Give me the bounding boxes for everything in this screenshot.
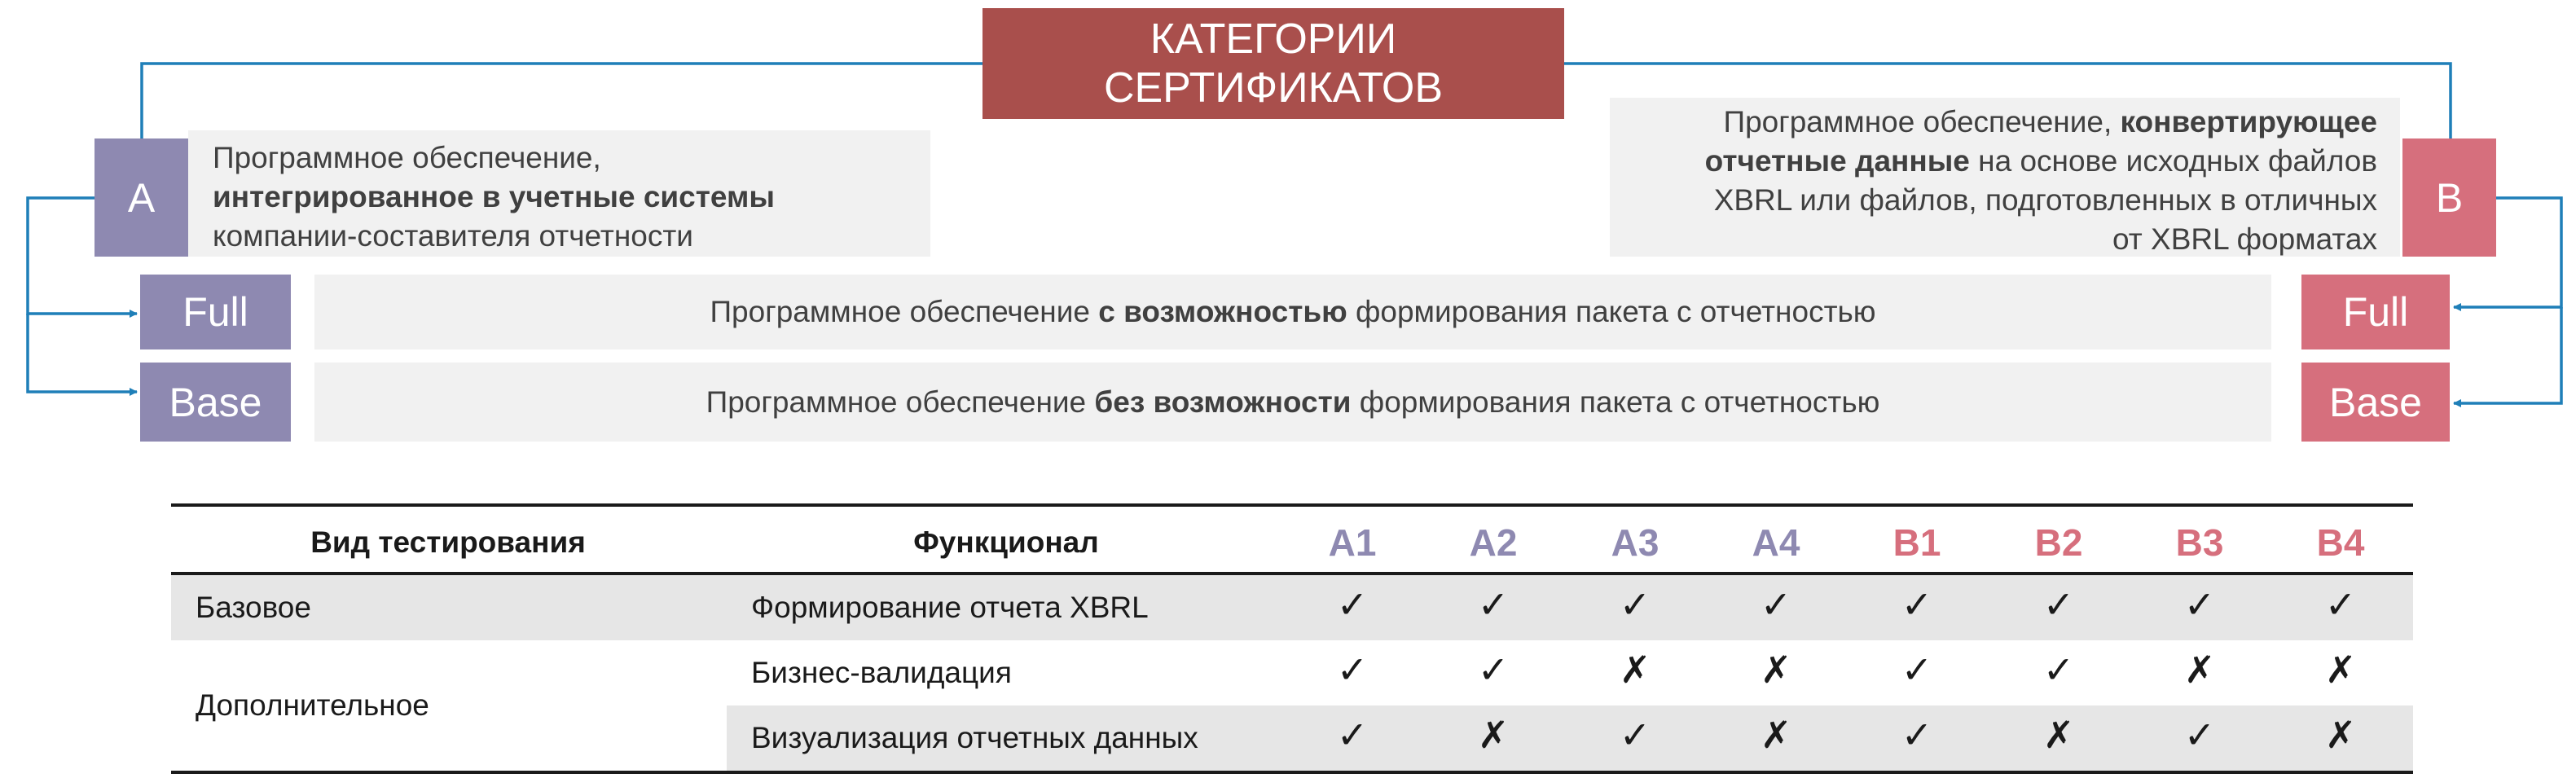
mark-r3-b3: ✓ xyxy=(2183,714,2216,756)
mark-r2-b4: ✗ xyxy=(2324,648,2357,691)
mark-r1-b2: ✓ xyxy=(2042,583,2075,626)
mark-r2-b1: ✓ xyxy=(1901,648,1933,691)
mark-r1-a4: ✓ xyxy=(1760,583,1792,626)
full-text-before: Программное обеспечение xyxy=(710,295,1099,328)
function-cell: Визуализация отчетных данных xyxy=(751,721,1198,754)
title-line-2: СЕРТИФИКАТОВ xyxy=(1103,64,1444,112)
mark-r3-b1: ✓ xyxy=(1901,714,1933,756)
mark-r3-a1: ✓ xyxy=(1336,714,1369,756)
category-b-line-4: от XBRL форматах xyxy=(2112,222,2377,256)
mark-r3-b4: ✗ xyxy=(2324,714,2357,756)
a-full-label: Full xyxy=(182,289,248,335)
a-full-badge xyxy=(140,275,291,349)
mark-r3-a4: ✗ xyxy=(1760,714,1792,756)
function-cell: Формирование отчета XBRL xyxy=(751,591,1149,624)
header-test-type: Вид тестирования xyxy=(310,525,586,559)
header-cat-b3: B3 xyxy=(2175,521,2224,564)
test-type-basic: Базовое xyxy=(196,591,311,624)
test-type-additional: Дополнительное xyxy=(196,688,429,722)
header-cat-a2: A2 xyxy=(1469,521,1518,564)
category-b-letter: B xyxy=(2435,174,2464,221)
mark-r1-a2: ✓ xyxy=(1477,583,1510,626)
header-cat-a3: A3 xyxy=(1611,521,1659,564)
category-a-badge xyxy=(95,138,188,257)
base-text-after: формирования пакета с отчетностью xyxy=(1351,385,1880,419)
a-base-badge xyxy=(140,363,291,442)
mark-r2-a3: ✗ xyxy=(1619,648,1651,691)
full-description xyxy=(314,275,2271,349)
a-to-base-arrow xyxy=(28,314,137,392)
category-b-line-1: Программное обеспечение, xyxy=(1723,105,2121,138)
header-cat-a1: A1 xyxy=(1328,521,1377,564)
a-base-label: Base xyxy=(169,379,262,425)
mark-r1-a3: ✓ xyxy=(1619,583,1651,626)
category-b-bold-2: отчетные данные xyxy=(1704,144,1970,178)
category-a-line-3: компании-составителя отчетности xyxy=(213,219,693,253)
mark-r1-b1: ✓ xyxy=(1901,583,1933,626)
category-b-bold-1: конвертирующее xyxy=(2120,105,2377,138)
base-text-bold: без возможности xyxy=(1094,385,1352,419)
header-cat-b1: B1 xyxy=(1892,521,1941,564)
mark-r3-b2: ✗ xyxy=(2042,714,2075,756)
base-text-before: Программное обеспечение xyxy=(706,385,1095,419)
mark-r3-a3: ✓ xyxy=(1619,714,1651,756)
title-to-a-connector xyxy=(142,64,982,138)
full-text-bold: с возможностью xyxy=(1098,295,1347,328)
category-b-line-2: на основе исходных файлов xyxy=(1969,144,2377,178)
category-a-line-1: Программное обеспечение, xyxy=(213,141,601,174)
mark-r3-a2: ✗ xyxy=(1477,714,1510,756)
b-to-base-arrow xyxy=(2454,307,2561,403)
category-a-description xyxy=(188,130,930,257)
title-line-1: КАТЕГОРИИ xyxy=(1150,15,1397,63)
mark-r2-b2: ✓ xyxy=(2042,648,2075,691)
full-text-after: формирования пакета с отчетностью xyxy=(1347,295,1876,328)
mark-r2-a2: ✓ xyxy=(1477,648,1510,691)
category-b-line-3: XBRL или файлов, подготовленных в отличных xyxy=(1713,183,2377,217)
mark-r1-b3: ✓ xyxy=(2183,583,2216,626)
category-a-bold: интегрированное в учетные системы xyxy=(213,180,775,213)
mark-r2-a1: ✓ xyxy=(1336,648,1369,691)
header-cat-a4: A4 xyxy=(1752,521,1800,564)
mark-r1-a1: ✓ xyxy=(1336,583,1369,626)
b-base-badge xyxy=(2301,363,2450,442)
header-functionality: Функционал xyxy=(913,525,1099,559)
mark-r2-a4: ✗ xyxy=(1760,648,1792,691)
table-bottom-rule xyxy=(171,771,2413,774)
header-cat-b2: B2 xyxy=(2034,521,2083,564)
mark-r1-b4: ✓ xyxy=(2324,583,2357,626)
category-b-description xyxy=(1610,98,2400,257)
category-a-letter: A xyxy=(127,174,156,221)
category-b-badge xyxy=(2402,138,2496,257)
b-base-label: Base xyxy=(2329,379,2422,425)
b-full-label: Full xyxy=(2342,289,2409,335)
title-box xyxy=(982,8,1564,119)
base-description xyxy=(314,363,2271,442)
function-cell: Бизнес-валидация xyxy=(751,656,1012,689)
b-full-badge xyxy=(2301,275,2450,349)
mark-r2-b3: ✗ xyxy=(2183,648,2216,691)
table-top-rule xyxy=(171,503,2413,507)
header-cat-b4: B4 xyxy=(2316,521,2365,564)
